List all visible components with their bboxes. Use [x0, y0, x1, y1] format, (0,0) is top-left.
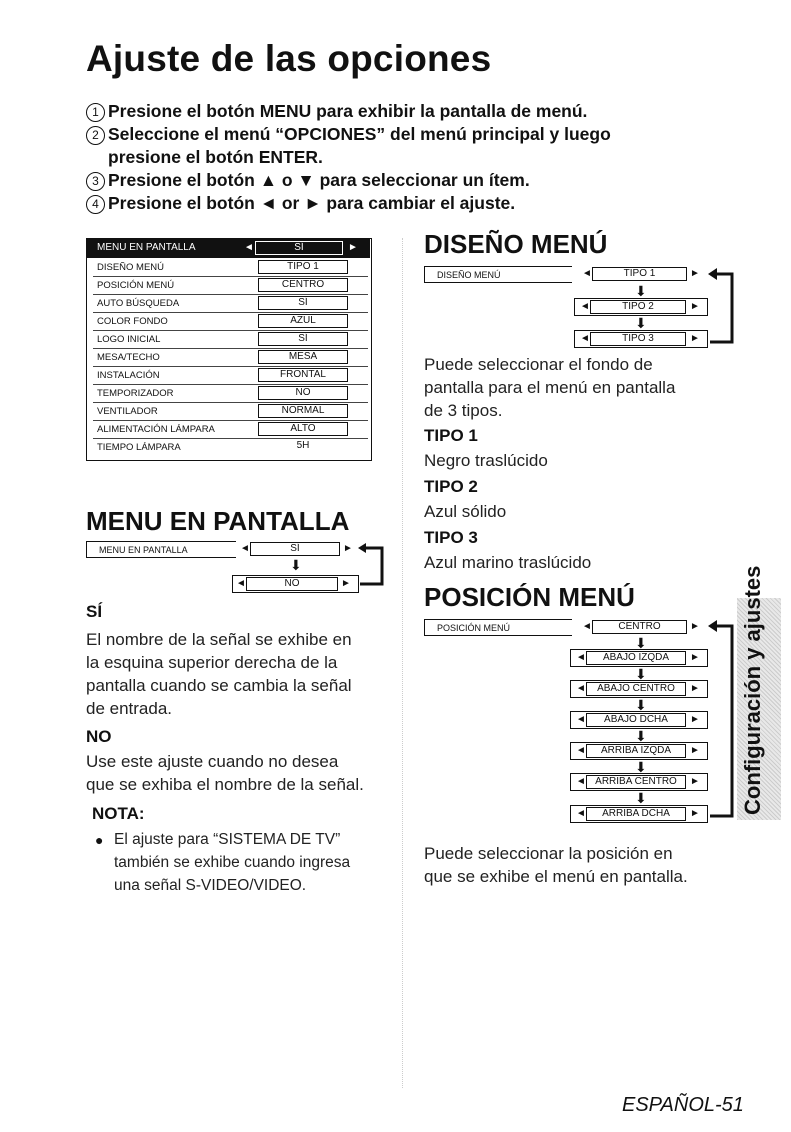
side-tab-label: Configuración y ajustes: [740, 565, 765, 815]
posicion-menu-value-4: ◄ ARRIBA IZQDA ►: [576, 745, 700, 756]
down-arrow-icon: ⬇: [635, 697, 647, 713]
step-4: 4 Presione el botón ◄ or ► para cambiar el ajuste.: [86, 193, 515, 214]
tipo2-description: Azul sólido: [424, 502, 507, 521]
header-value: SÍ: [255, 241, 343, 255]
menu-en-pantalla-value-no: ◄ NO ►: [236, 578, 351, 589]
posicion-menu-value-6: ◄ ARRIBA DCHA ►: [576, 808, 700, 819]
menu-en-pantalla-value-si: ◄ SÍ ►: [240, 543, 353, 554]
left-arrow-icon: ◄: [576, 776, 586, 787]
left-arrow-icon: ◄: [582, 268, 592, 279]
left-arrow-icon: ◄: [580, 333, 590, 344]
column-divider: [402, 238, 403, 1088]
posicion-menu-item: POSICIÓN MENÚ: [424, 619, 572, 636]
loop-arrow-icon: [706, 620, 736, 825]
diseno-menu-value-tipo3: ◄ TIPO 3 ►: [580, 333, 700, 344]
posicion-menu-value-3: ◄ ABAJO DCHA ►: [576, 714, 700, 725]
diseno-menu-value-tipo2: ◄ TIPO 2 ►: [580, 301, 700, 312]
no-heading: NO: [86, 727, 112, 746]
si-heading: SÍ: [86, 602, 103, 621]
loop-arrow-icon: [356, 543, 386, 588]
right-arrow-icon: ►: [341, 578, 351, 589]
right-arrow-icon: ►: [690, 776, 700, 787]
left-arrow-icon: ◄: [576, 714, 586, 725]
down-arrow-icon: ⬇: [635, 728, 647, 744]
left-arrow-icon: ◄: [576, 808, 586, 819]
right-arrow-icon: ►: [690, 652, 700, 663]
left-arrow-icon: ◄: [580, 301, 590, 312]
diseno-menu-description: Puede seleccionar el fondo de pantalla para el menú en pantalla de 3 tipos.: [424, 355, 676, 420]
page-title: Ajuste de las opciones: [86, 38, 492, 79]
table-row: MESA/TECHO MESA: [93, 349, 368, 367]
right-arrow-icon: ►: [690, 683, 700, 694]
right-arrow-icon: ►: [690, 268, 700, 279]
posicion-menu-value-2: ◄ ABAJO CENTRO ►: [576, 683, 700, 694]
table-row: DISEÑO MENÚ TIPO 1: [93, 259, 368, 277]
tipo1-description: Negro traslúcido: [424, 451, 548, 470]
right-arrow-icon: ►: [690, 745, 700, 756]
down-arrow-icon: ⬇: [635, 635, 647, 651]
left-arrow-icon: ◄: [244, 242, 254, 253]
menu-en-pantalla-item: MENU EN PANTALLA: [86, 541, 236, 558]
down-arrow-icon: ⬇: [635, 666, 647, 682]
left-arrow-icon: ◄: [240, 543, 250, 554]
down-arrow-icon: ⬇: [635, 283, 647, 299]
right-arrow-icon: ►: [690, 333, 700, 344]
nota-title: NOTA:: [92, 804, 145, 823]
tipo3-heading: TIPO 3: [424, 528, 478, 547]
table-row: LOGO INICIAL SÍ: [93, 331, 368, 349]
right-arrow-icon: ►: [690, 808, 700, 819]
section-title-menu-en-pantalla: MENU EN PANTALLA: [86, 506, 350, 536]
right-arrow-icon: ►: [690, 621, 700, 632]
table-row: INSTALACIÓN FRONTAL: [93, 367, 368, 385]
table-row: AUTO BÚSQUEDA SÍ: [93, 295, 368, 313]
loop-arrow-icon: [706, 268, 736, 348]
table-row: TEMPORIZADOR NO: [93, 385, 368, 403]
down-arrow-icon: ⬇: [635, 315, 647, 331]
left-arrow-icon: ◄: [576, 745, 586, 756]
table-row: COLOR FONDO AZUL: [93, 313, 368, 331]
left-arrow-icon: ◄: [582, 621, 592, 632]
step-2: 2 Seleccione el menú “OPCIONES” del menú principal y luego: [86, 124, 611, 145]
si-description: El nombre de la señal se exhibe en la esquina superior derecha de la pantalla cuando se cambia la señal de entrada.: [86, 630, 352, 718]
posicion-menu-value-1: ◄ ABAJO IZQDA ►: [576, 652, 700, 663]
left-arrow-icon: ◄: [576, 683, 586, 694]
table-row: TIEMPO LÁMPARA 5H: [97, 440, 310, 453]
section-title-posicion-menu: POSICIÓN MENÚ: [424, 582, 635, 612]
diseno-menu-value-tipo1: ◄ TIPO 1 ►: [582, 268, 700, 279]
right-arrow-icon: ►: [343, 543, 353, 554]
bullet-icon: ●: [95, 832, 104, 848]
posicion-menu-value-5: ◄ ARRIBA CENTRO ►: [576, 776, 700, 787]
posicion-menu-value-0: ◄ CENTRO ►: [582, 621, 700, 632]
table-row: ALIMENTACIÓN LÁMPARA ALTO: [93, 421, 368, 439]
left-arrow-icon: ◄: [576, 652, 586, 663]
left-arrow-icon: ◄: [236, 578, 246, 589]
options-menu-table: [86, 238, 372, 461]
page-footer: ESPAÑOL-51: [622, 1094, 744, 1116]
down-arrow-icon: ⬇: [290, 557, 302, 573]
no-description: Use este ajuste cuando no desea que se exhiba el nombre de la señal.: [86, 752, 364, 794]
right-arrow-icon: ►: [348, 242, 358, 253]
tipo2-heading: TIPO 2: [424, 477, 478, 496]
section-title-diseno-menu: DISEÑO MENÚ: [424, 229, 608, 259]
tipo1-heading: TIPO 1: [424, 426, 478, 445]
down-arrow-icon: ⬇: [635, 790, 647, 806]
tipo3-description: Azul marino traslúcido: [424, 553, 592, 572]
table-row: VENTILADOR NORMAL: [93, 403, 368, 421]
table-row: POSICIÓN MENÚ CENTRO: [93, 277, 368, 295]
right-arrow-icon: ►: [690, 714, 700, 725]
nota-text: El ajuste para “SISTEMA DE TV” también se exhibe cuando ingresa una señal S-VIDEO/VIDEO.: [114, 831, 351, 894]
diseno-menu-item: DISEÑO MENÚ: [424, 266, 572, 283]
posicion-menu-description: Puede seleccionar la posición en que se exhibe el menú en pantalla.: [424, 844, 688, 886]
header-label: MENU EN PANTALLA: [97, 242, 196, 253]
options-menu-header-row: [87, 239, 370, 258]
down-arrow-icon: ⬇: [635, 759, 647, 775]
right-arrow-icon: ►: [690, 301, 700, 312]
step-2-continuation: presione el botón ENTER.: [108, 147, 323, 167]
step-1: 1 Presione el botón MENU para exhibir la pantalla de menú.: [86, 101, 587, 122]
step-3: 3 Presione el botón ▲ o ▼ para seleccionar un ítem.: [86, 170, 530, 191]
